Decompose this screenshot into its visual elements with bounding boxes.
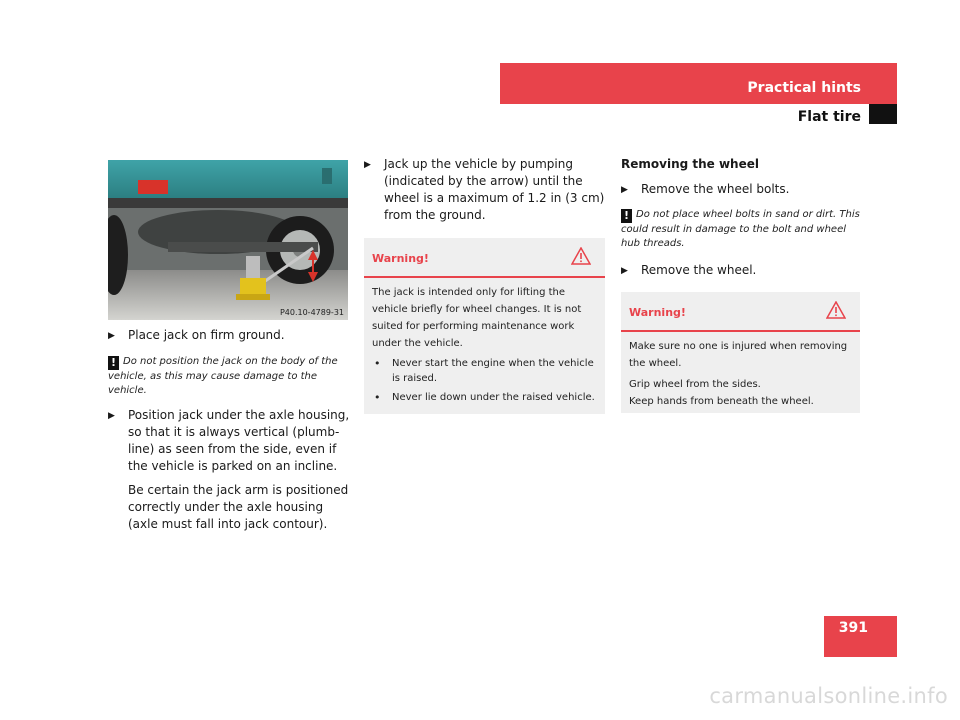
triangle-right-icon: ▶ xyxy=(364,160,371,170)
warning-title: Warning! xyxy=(629,306,686,319)
warning-box-wheel xyxy=(621,292,860,413)
step-position-jack: ▶ Position jack under the axle housing, so that it is always vertical (plumb-line) as seen from the side, even if the vehicle is parked on an incline. xyxy=(108,408,350,473)
warning-line: Grip wheel from the sides. xyxy=(629,379,761,390)
warning-line: Keep hands from beneath the wheel. xyxy=(629,396,814,407)
section-title: Practical hints xyxy=(747,80,861,96)
warning-bullet: • Never start the engine when the vehicle is raised. xyxy=(372,356,597,386)
step-jack-up: ▶ Jack up the vehicle by pumping (indicated by the arrow) until the wheel is a maximum of 1.2 in (3 cm) from the ground. xyxy=(364,157,605,222)
header-marker xyxy=(869,104,897,124)
warning-header xyxy=(364,238,605,278)
warning-box-jack xyxy=(364,238,605,414)
page-number: 391 xyxy=(838,620,868,636)
triangle-right-icon: ▶ xyxy=(108,411,115,421)
warning-header xyxy=(621,292,860,332)
warning-bullet: • Never lie down under the raised vehicle. xyxy=(372,390,597,405)
warning-text: The jack is intended only for lifting the vehicle briefly for wheel changes. It is not suited for performing maintenance work under the vehicle. xyxy=(372,287,582,349)
step-place-jack: ▶ Place jack on firm ground. xyxy=(108,327,353,344)
subsection-title: Flat tire xyxy=(797,109,861,125)
triangle-right-icon: ▶ xyxy=(621,266,628,276)
warning-triangle-icon xyxy=(571,247,591,265)
triangle-right-icon: ▶ xyxy=(108,331,115,341)
warning-body xyxy=(621,332,860,416)
figure-code: P40.10-4789-31 xyxy=(279,308,344,317)
exclamation-icon: ! xyxy=(108,356,119,370)
watermark: carmanualsonline.info xyxy=(709,684,948,708)
notice-wheel-bolts: ! Do not place wheel bolts in sand or dirt. This could result in damage to the bolt and wheel hub threads. xyxy=(621,209,860,249)
warning-body xyxy=(364,278,605,411)
triangle-right-icon: ▶ xyxy=(621,185,628,195)
jack-illustration xyxy=(108,160,348,320)
removing-wheel-heading: Removing the wheel xyxy=(621,157,759,171)
step-remove-bolts: ▶ Remove the wheel bolts. xyxy=(621,181,861,198)
exclamation-icon: ! xyxy=(621,209,632,223)
vehicle-jack-photo xyxy=(108,160,348,320)
warning-title: Warning! xyxy=(372,252,429,265)
warning-line: Make sure no one is injured when removing the wheel. xyxy=(629,341,848,369)
notice-jack-position: ! Do not position the jack on the body of the vehicle, as this may cause damage to the vehicle. xyxy=(108,356,338,396)
step-position-jack-detail: Be certain the jack arm is positioned correctly under the axle housing (axle must fall into jack contour). xyxy=(128,483,349,531)
step-remove-wheel: ▶ Remove the wheel. xyxy=(621,262,861,279)
warning-triangle-icon xyxy=(826,301,846,319)
